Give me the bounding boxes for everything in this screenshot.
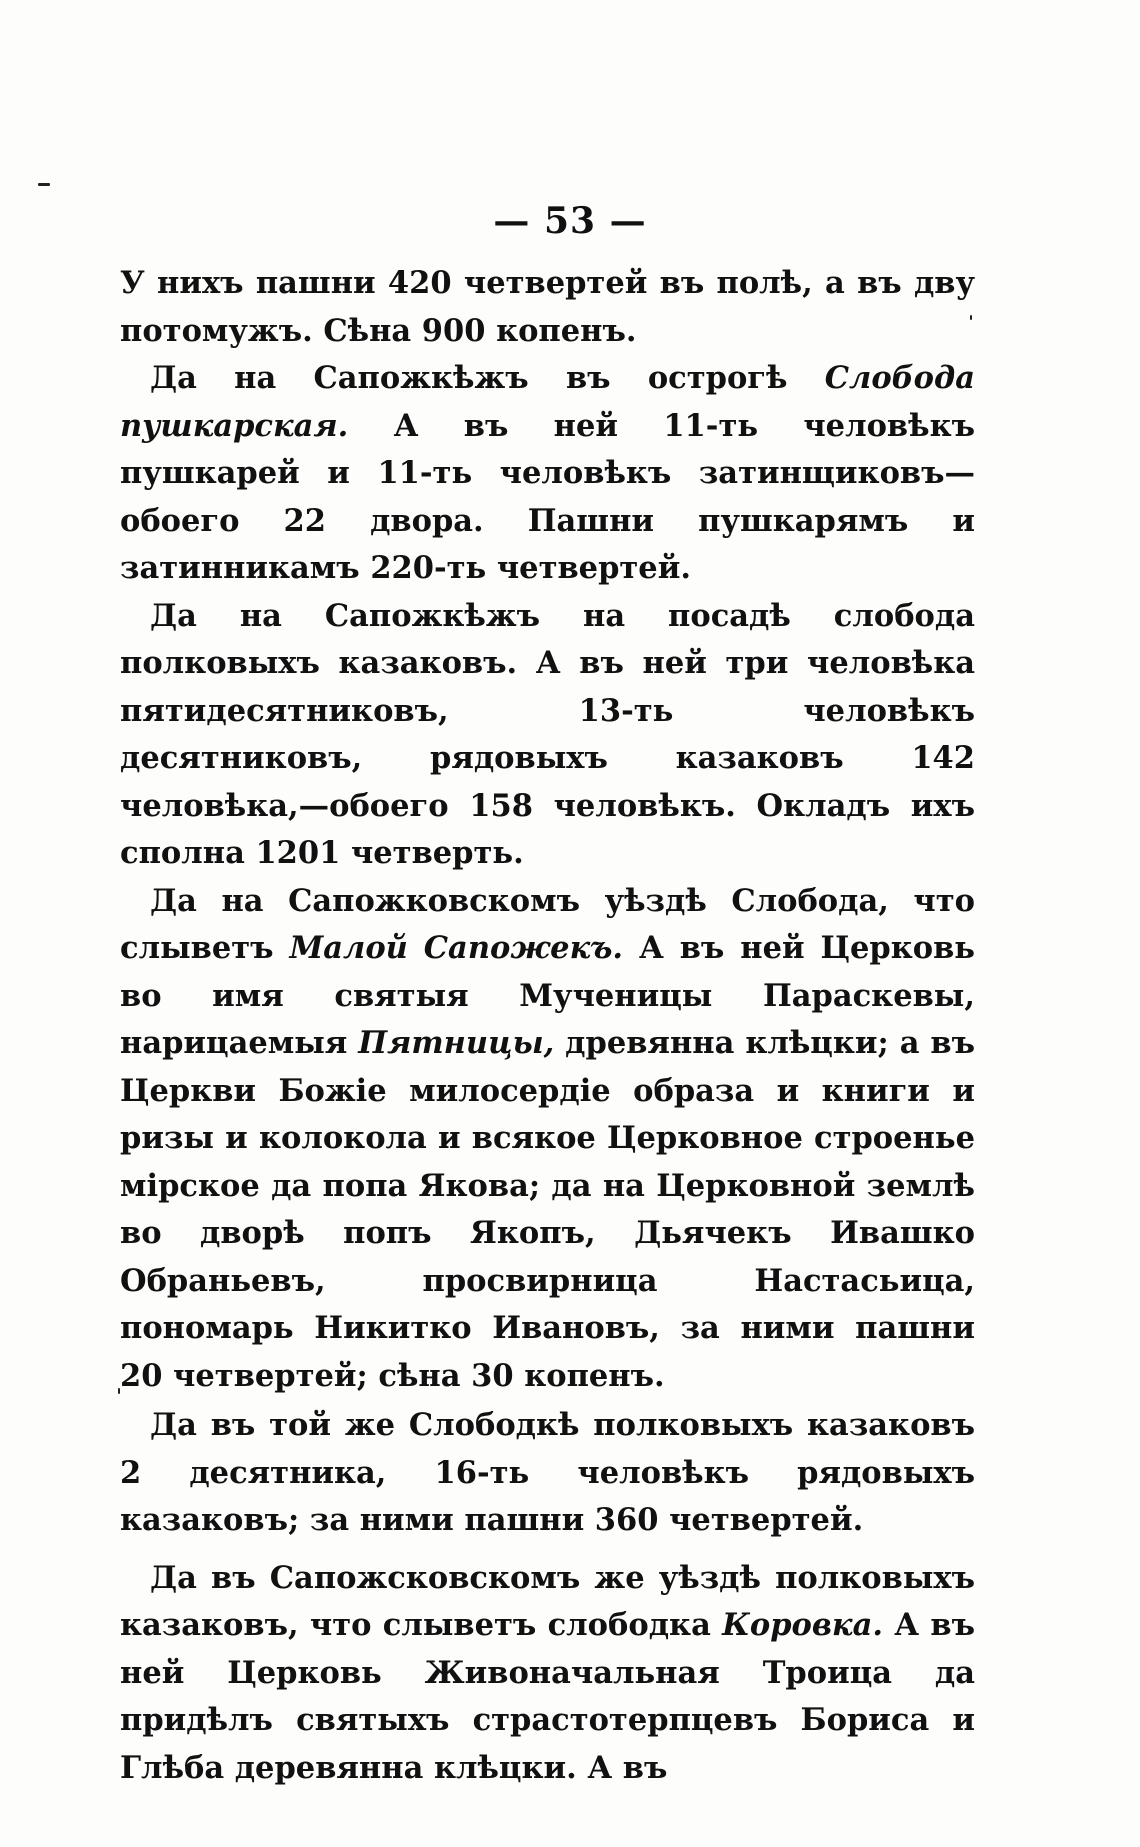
text-run: Да на Сапожкѣжъ въ острогѣ xyxy=(150,360,825,396)
text-run: У нихъ пашни 420 четвертей въ полѣ, а въ дву потомужъ. Сѣна 900 копенъ. xyxy=(120,265,975,349)
text-run: Да на Сапожковскомъ уѣздѣ Слобода, что слыветъ xyxy=(120,882,975,966)
italic-text-run: Коровка. xyxy=(722,1607,883,1643)
text-run: древянна клѣцки; а въ Церкви Божіе милосердіе образа и книги и ризы и колокола и всякое Церковное строенье мірское да попа Якова; да на Церковной землѣ во дворѣ попъ Якопъ, Дьячекъ Ивашко Обраньевъ, просвирница Настасьица, пономарь Никитко Ивановъ, за ними пашни 20 четвертей; сѣна 30 копенъ. xyxy=(120,1025,975,1394)
page-number: — 53 — xyxy=(493,200,647,242)
paragraph xyxy=(120,878,975,1401)
text-run: Да въ Сапожсковскомъ же уѣздѣ полковыхъ казаковъ, что слыветъ слободка xyxy=(120,1559,975,1643)
scan-speck xyxy=(38,183,50,186)
paragraph xyxy=(120,355,975,593)
text-run: Да въ той же Слободкѣ полковыхъ казаковъ 2 десятника, 16-ть человѣкъ рядовыхъ казаковъ; за ними пашни 360 четвертей. xyxy=(120,1407,975,1538)
italic-text-run: Малой Сапожекъ. xyxy=(289,930,624,966)
italic-text-run: Пятницы, xyxy=(358,1025,555,1061)
body-text xyxy=(120,260,975,1792)
italic-text-run: Слобода пушкарская. xyxy=(120,360,975,444)
paragraph xyxy=(120,593,975,878)
text-run: А въ ней Церковь Живоначальная Троица да придѣлъ святыхъ страстотерпцевъ Бориса и Глѣба деревянна клѣцки. А въ xyxy=(120,1607,975,1786)
text-run: А въ ней 11-ть человѣкъ пушкарей и 11-ть человѣкъ затинщиковъ—обоего 22 двора. Пашни пушкарямъ и затинникамъ 220-ть четвертей. xyxy=(120,407,975,586)
text-run: А въ ней Церковь во имя святыя Мученицы Параскевы, нарицаемыя xyxy=(120,930,975,1061)
paragraph xyxy=(120,1555,975,1793)
text-run: Да на Сапожкѣжъ на посадѣ слобода полковыхъ казаковъ. А въ ней три человѣка пятидесятниковъ, 13-ть человѣкъ десятниковъ, рядовыхъ казаковъ 142 человѣка,—обоего 158 человѣкъ. Окладъ ихъ сполна 1201 четверть. xyxy=(120,597,975,871)
paragraph xyxy=(120,260,975,355)
paragraph xyxy=(120,1402,975,1545)
